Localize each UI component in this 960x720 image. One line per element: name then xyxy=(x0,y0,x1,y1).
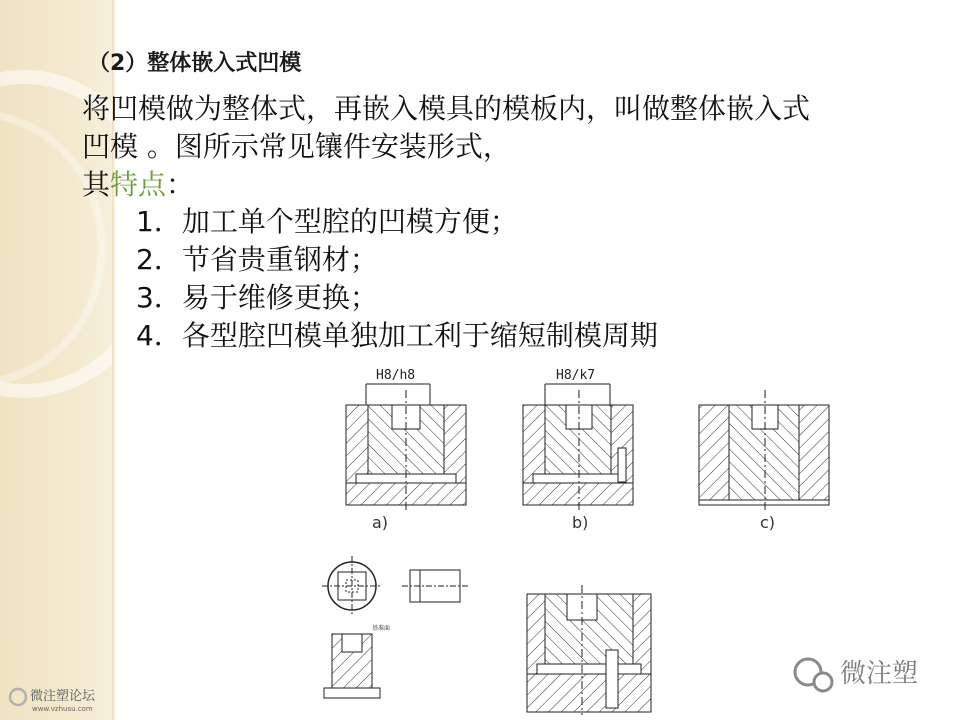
drawing-b xyxy=(523,368,633,532)
watermark xyxy=(795,659,918,691)
paragraph-line-2: 凹模 。图所示常见镶件安装形式， xyxy=(82,130,511,163)
line3-suffix: ： xyxy=(166,168,195,201)
reference-label: 基准面 xyxy=(372,625,391,632)
drawing-a xyxy=(346,368,466,532)
fit-label-a: H8/h8 xyxy=(376,368,416,383)
paragraph-line-1: 将凹模做为整体式，再嵌入模具的模板内，叫做整体嵌入式 xyxy=(82,92,811,125)
drawing-c xyxy=(699,390,829,532)
caption-c: c) xyxy=(760,513,776,532)
line3-prefix: 其 xyxy=(82,168,111,201)
fit-label-b: H8/k7 xyxy=(556,368,596,383)
features-highlight: 特点 xyxy=(110,168,167,201)
detail-views xyxy=(322,556,468,698)
logo-icon xyxy=(10,689,26,705)
caption-b: b) xyxy=(572,513,589,532)
forum-logo xyxy=(10,688,96,713)
drawing-d xyxy=(527,585,651,715)
feature-item-3: 3．易于维修更换； xyxy=(136,281,378,314)
watermark-text: 微注塑 xyxy=(840,659,919,689)
feature-item-2: 2．节省贵重钢材； xyxy=(136,243,378,276)
feature-item-1: 1．加工单个型腔的凹模方便； xyxy=(136,205,518,238)
caption-a: a) xyxy=(372,513,389,532)
logo-name: 微注塑论坛 xyxy=(30,689,96,704)
feature-item-4: 4．各型腔凹模单独加工利于缩短制模周期 xyxy=(136,319,658,352)
logo-url: www.vzhusu.com xyxy=(32,705,93,713)
slide-heading: （2）整体嵌入式凹模 xyxy=(88,51,302,76)
